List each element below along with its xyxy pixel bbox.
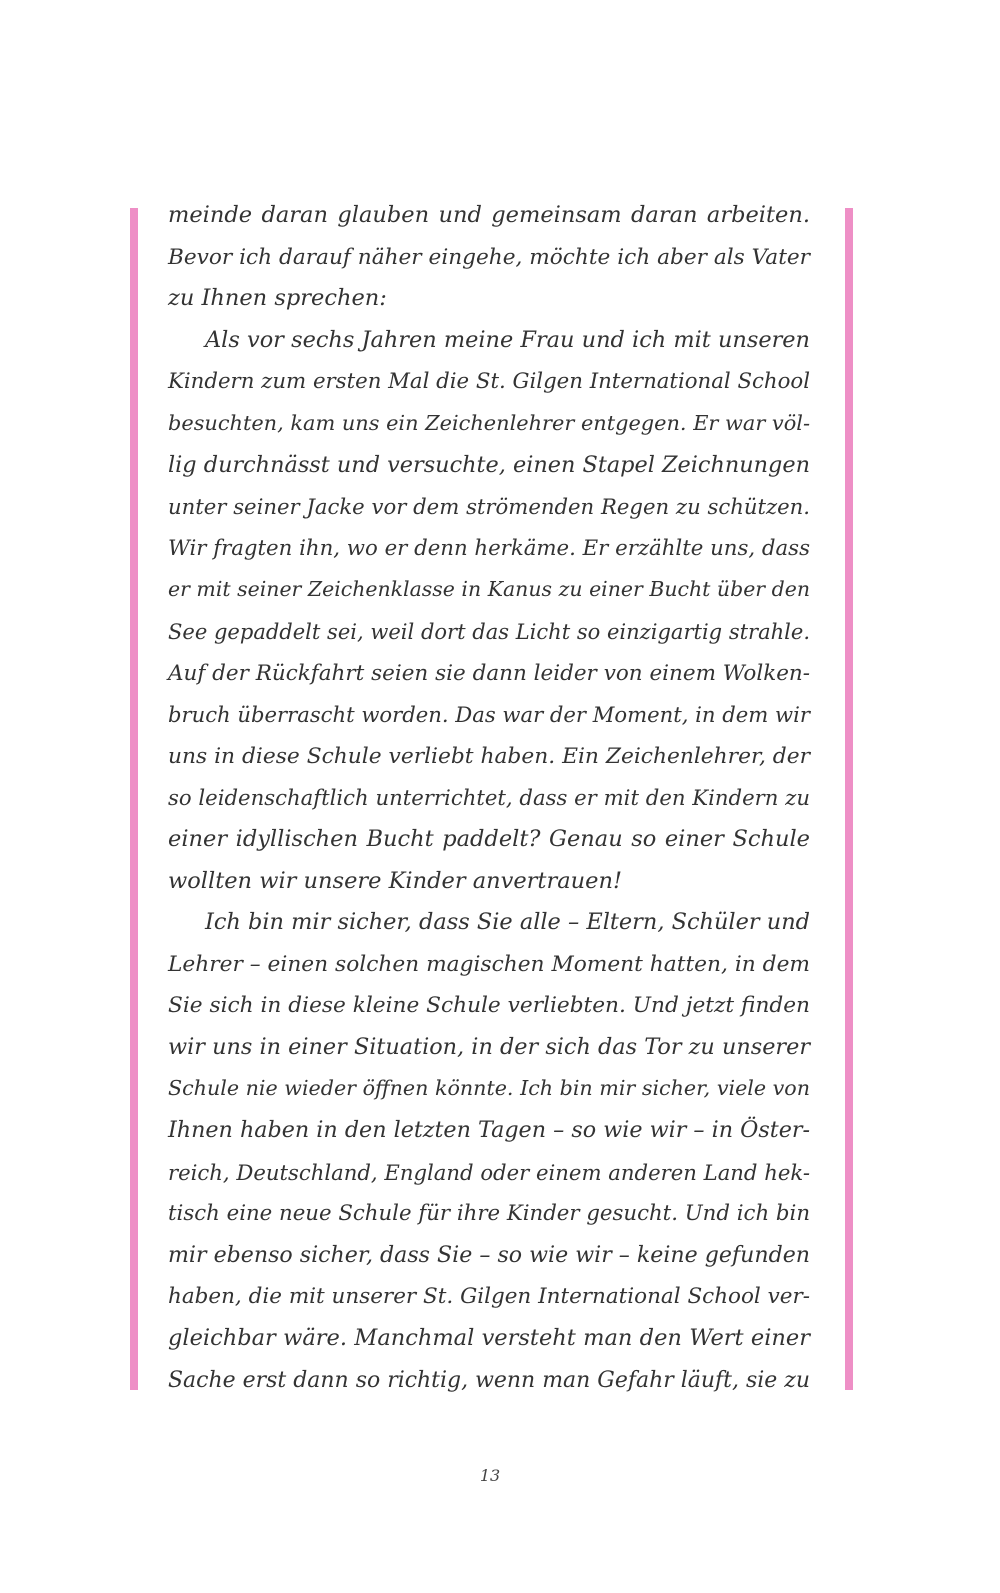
text-line: reich, Deutschland, England oder einem anderen Land hek- bbox=[168, 1159, 810, 1185]
text-line: zu Ihnen sprechen: bbox=[168, 285, 387, 312]
text-line: See gepaddelt sei, weil dort das Licht so einzigartig strahle. bbox=[168, 618, 810, 644]
text-line: Auf der Rückfahrt seien sie dann leider von einem Wolken- bbox=[168, 660, 810, 686]
right-accent-bar bbox=[845, 208, 853, 1390]
text-line: besuchten, kam uns ein Zeichenlehrer entgegen. Er war völ- bbox=[168, 410, 810, 435]
text-line: wollten wir unsere Kinder anvertrauen! bbox=[168, 867, 622, 894]
text-line: einer idyllischen Bucht paddelt? Genau so einer Schule bbox=[168, 825, 810, 852]
text-line: Sie sich in diese kleine Schule verliebten. Und jetzt finden bbox=[168, 993, 810, 1019]
text-line: Lehrer – einen solchen magischen Moment hatten, in dem bbox=[168, 951, 810, 977]
text-line: haben, die mit unserer St. Gilgen International School ver- bbox=[168, 1284, 810, 1310]
text-line: Kindern zum ersten Mal die St. Gilgen International School bbox=[168, 369, 810, 395]
text-line: Sache erst dann so richtig, wenn man Gefahr läuft, sie zu bbox=[168, 1367, 810, 1393]
text-line: wir uns in einer Situation, in der sich das Tor zu unserer bbox=[168, 1033, 810, 1060]
text-line: Ihnen haben in den letzten Tagen – so wie wir – in Öster- bbox=[168, 1117, 810, 1144]
text-line: so leidenschaftlich unterrichtet, dass er mit den Kindern zu bbox=[168, 785, 810, 811]
text-line: bruch überrascht worden. Das war der Moment, in dem wir bbox=[168, 702, 810, 728]
text-line: Als vor sechs Jahren meine Frau und ich mit unseren bbox=[205, 326, 810, 353]
text-line: lig durchnässt und versuchte, einen Stapel Zeichnungen bbox=[168, 451, 810, 478]
text-line: Wir fragten ihn, wo er denn herkäme. Er erzählte uns, dass bbox=[168, 535, 810, 561]
text-line: Ich bin mir sicher, dass Sie alle – Eltern, Schüler und bbox=[205, 909, 810, 936]
page-number: 13 bbox=[479, 1466, 501, 1485]
text-line: tisch eine neue Schule für ihre Kinder gesucht. Und ich bin bbox=[168, 1201, 810, 1227]
text-line: unter seiner Jacke vor dem strömenden Regen zu schützen. bbox=[168, 494, 810, 520]
text-line: uns in diese Schule verliebt haben. Ein Zeichenlehrer, der bbox=[168, 743, 810, 769]
text-line: mir ebenso sicher, dass Sie – so wie wir – keine gefunden bbox=[168, 1241, 810, 1268]
body-text bbox=[168, 195, 810, 1401]
left-accent-bar bbox=[130, 208, 138, 1390]
text-line: Schule nie wieder öffnen könnte. Ich bin mir sicher, viele von bbox=[168, 1076, 810, 1101]
text-line: er mit seiner Zeichenklasse in Kanus zu einer Bucht über den bbox=[168, 577, 810, 602]
text-line: meinde daran glauben und gemeinsam daran arbeiten. bbox=[168, 202, 810, 228]
text-line: gleichbar wäre. Manchmal versteht man den Wert einer bbox=[168, 1325, 810, 1352]
text-line: Bevor ich darauf näher eingehe, möchte ich aber als Vater bbox=[168, 244, 810, 270]
